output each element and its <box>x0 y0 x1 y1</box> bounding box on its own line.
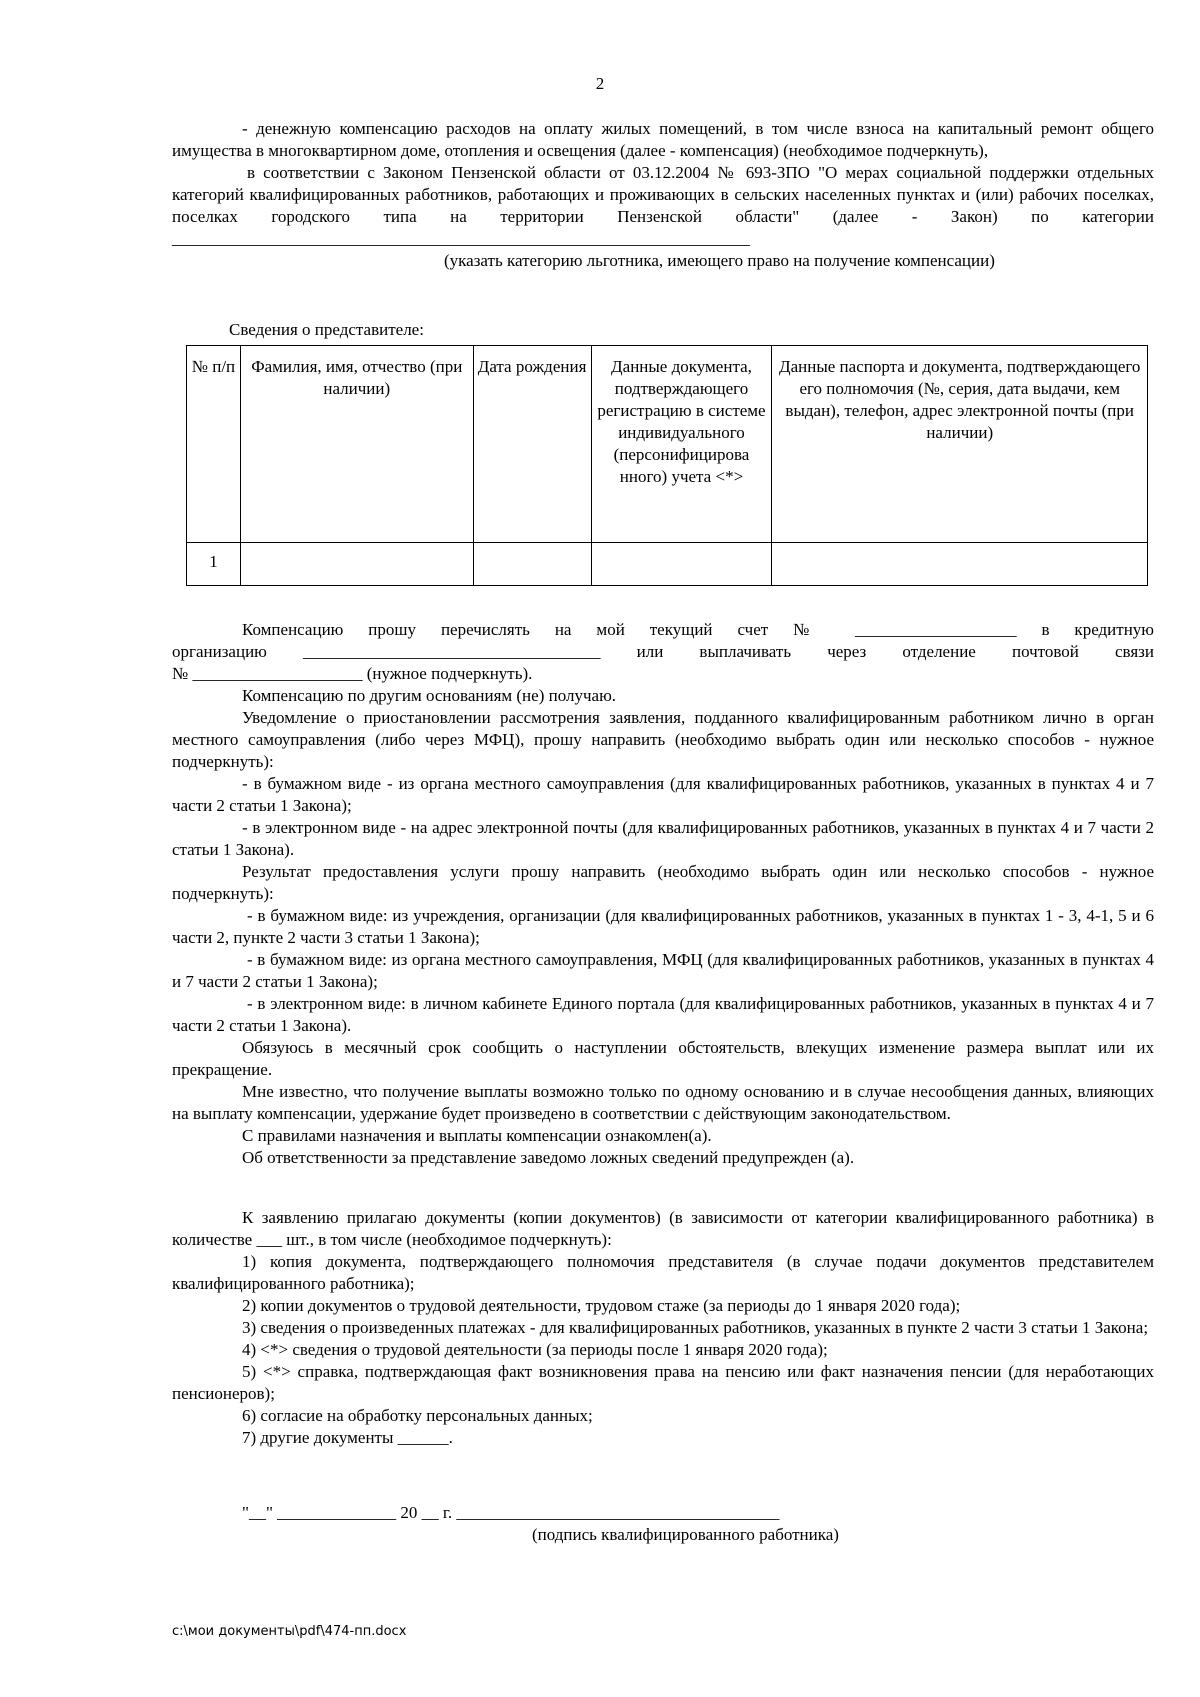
table-cell-registration[interactable] <box>591 543 772 586</box>
statement-item: - в бумажном виде: из учреждения, организации (для квалифицированных работников, указанных в пунктах 1 - 3, 4-1, 5 и 6 части 2, пункте 2 части 3 статьи 1 Закона); <box>172 906 1154 947</box>
statement-item: С правилами назначения и выплаты компенсации ознакомлен(а). <box>242 1126 712 1145</box>
intro-paragraph-2: в соответствии с Законом Пензенской области от 03.12.2004 № 693-ЗПО "О мерах социальной поддержки отдельных категорий квалифицированных работников, работающих и проживающих в сельских населенных пунктах и (или) рабочих поселках, поселках городского типа на территории Пензенской области" (далее - Закон) по категории ____________________________________________________________________ <box>172 163 1154 248</box>
attachment-item: 2) копии документов о трудовой деятельности, трудовом стаже (за периоды до 1 января 2020 года); <box>242 1296 961 1315</box>
statement-item: - в электронном виде - на адрес электронной почты (для квалифицированных работников, указанных в пунктах 4 и 7 части 2 статьи 1 Закона). <box>172 818 1154 859</box>
statement-item: Компенсацию по другим основаниям (не) получаю. <box>242 686 617 705</box>
table-cell-passport[interactable] <box>772 543 1148 586</box>
payment-section <box>172 619 1154 685</box>
statement-item: Об ответственности за представление заведомо ложных сведений предупрежден (а). <box>242 1148 855 1167</box>
signature-section <box>172 1502 1154 1546</box>
signature-caption: (подпись квалифицированного работника) <box>532 1525 839 1544</box>
attachment-item: 4) <*> сведения о трудовой деятельности (за периоды после 1 января 2020 года); <box>242 1340 828 1359</box>
column-header: Дата рождения <box>473 346 591 543</box>
representative-section <box>172 319 1154 341</box>
statement-item: - в бумажном виде: из органа местного самоуправления, МФЦ (для квалифицированных работников, указанных в пунктах 4 и 7 части 2 статьи 1 Закона); <box>172 950 1154 991</box>
row-number: 1 <box>187 543 241 586</box>
column-header: Данные паспорта и документа, подтверждающего его полномочия (№, серия, дата выдачи, кем выдан), телефон, адрес электронной почты (при наличии) <box>772 346 1148 543</box>
statements-section <box>172 685 1154 1169</box>
attachments-section <box>172 1207 1154 1449</box>
attachments-intro: К заявлению прилагаю документы (копии документов) (в зависимости от категории квалифицированного работника) в количестве ___ шт., в том числе (необходимое подчеркнуть): <box>172 1208 1154 1249</box>
attachment-item: 5) <*> справка, подтверждающая факт возникновения права на пенсию или факт назначения пенсии (для неработающих пенсионеров); <box>172 1362 1154 1403</box>
table-cell-name[interactable] <box>240 543 473 586</box>
page-number: 2 <box>595 74 605 93</box>
column-header: Фамилия, имя, отчество (при наличии) <box>240 346 473 543</box>
payment-line-1: Компенсацию прошу перечислять на мой текущий счет № ___________________ в кредитную <box>242 620 1154 639</box>
statement-item: - в электронном виде: в личном кабинете Единого портала (для квалифицированных работников, указанных в пунктах 4 и 7 части 2 статьи 1 Закона). <box>172 994 1154 1035</box>
statement-item: Уведомление о приостановлении рассмотрения заявления, подданного квалифицированным работником лично в орган местного самоуправления (либо через МФЦ), прошу направить (необходимо выбрать один или несколько способов - нужное подчеркнуть): <box>172 708 1154 771</box>
representative-heading: Сведения о представителе: <box>229 320 424 339</box>
payment-line-3: № ____________________ (нужное подчеркнуть). <box>172 664 533 683</box>
signature-line[interactable]: "__" ______________ 20 __ г. ______________________________________ <box>242 1503 780 1522</box>
statement-item: - в бумажном виде - из органа местного самоуправления (для квалифицированных работников, указанных в пунктах 4 и 7 части 2 статьи 1 Закона); <box>172 774 1154 815</box>
attachment-item: 6) согласие на обработку персональных данных; <box>242 1406 593 1425</box>
attachment-item: 1) копия документа, подтверждающего полномочия представителя (в случае подачи документов представителем квалифицированного работника); <box>172 1252 1154 1293</box>
column-header: Данные документа, подтверждающего регистрацию в системе индивидуального (персонифицирова нного) учета <*> <box>591 346 772 543</box>
file-path-footer: c:\мои документы\pdf\474-пп.docx <box>172 1624 407 1639</box>
table-header-row <box>187 346 1148 543</box>
intro-paragraph-1: - денежную компенсацию расходов на оплату жилых помещений, в том числе взноса на капитальный ремонт общего имущества в многоквартирном доме, отопления и освещения (далее - компенсация) (необходимое подчеркнуть), <box>172 119 1154 160</box>
statement-item: Результат предоставления услуги прошу направить (необходимо выбрать один или несколько способов - нужное подчеркнуть): <box>172 862 1154 903</box>
payment-line-2: организацию ___________________________________ или выплачивать через отделение почтовой связи <box>172 642 1154 661</box>
attachment-item: 7) другие документы ______. <box>242 1428 453 1447</box>
statement-item: Обязуюсь в месячный срок сообщить о наступлении обстоятельств, влекущих изменение размера выплат или их прекращение. <box>172 1038 1154 1079</box>
table-cell-birthdate[interactable] <box>473 543 591 586</box>
representative-table <box>186 345 1148 586</box>
column-header: № п/п <box>187 346 241 543</box>
category-hint: (указать категорию льготника, имеющего право на получение компенсации) <box>444 251 995 270</box>
intro-section <box>172 118 1154 272</box>
table-row <box>187 543 1148 586</box>
attachment-item: 3) сведения о произведенных платежах - для квалифицированных работников, указанных в пункте 2 части 3 статьи 1 Закона; <box>242 1318 1149 1337</box>
statement-item: Мне известно, что получение выплаты возможно только по одному основанию и в случае несообщения данных, влияющих на выплату компенсации, удержание будет произведено в соответствии с действующим законодательством. <box>172 1082 1154 1123</box>
